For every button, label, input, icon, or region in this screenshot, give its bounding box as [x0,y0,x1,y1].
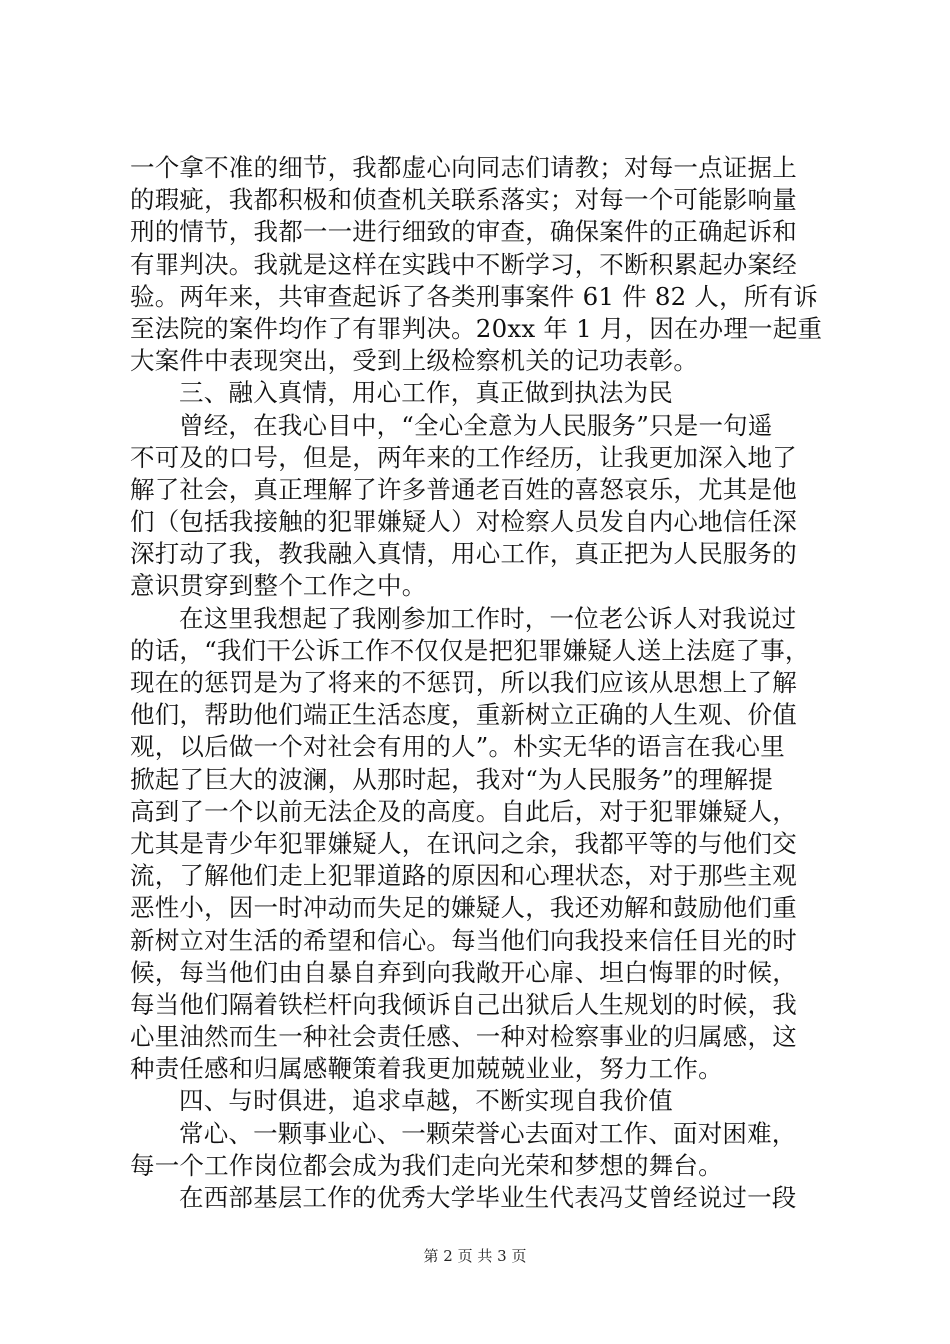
document-body [130,152,830,1214]
text-line: 掀起了巨大的波澜，从那时起，我对“为人民服务”的理解提 [130,764,773,794]
text-line: 每当他们隔着铁栏杆向我倾诉自己出狱后人生规划的时候，我 [130,989,797,1019]
text-line: 大案件中表现突出，受到上级检察机关的记功表彰。 [130,346,699,376]
text-line: 们（包括我接触的犯罪嫌疑人）对检察人员发自内心地信任深 [130,507,797,537]
section-heading: 三、融入真情，用心工作，真正做到执法为民 [179,378,673,408]
text-line: 意识贯穿到整个工作之中。 [130,571,427,601]
text-line: 现在的惩罚是为了将来的不惩罚，所以我们应该从思想上了解 [130,668,797,697]
text-line: 观，以后做一个对社会有用的人”。朴实无华的语言在我心里 [130,732,785,762]
text-line: 一个拿不准的细节，我都虚心向同志们请教；对每一点证据上 [130,153,797,182]
text-line: 刑的情节，我都一一进行细致的审查，确保案件的正确起诉和 [130,217,797,247]
text-line: 候，每当他们由自暴自弃到向我敞开心扉、坦白悔罪的时候， [130,957,797,987]
text-line: 流，了解他们走上犯罪道路的原因和心理状态，对于那些主观 [130,861,797,891]
paragraph-start-line: 在这里我想起了我刚参加工作时，一位老公诉人对我说过 [179,603,797,633]
text-line: 他们，帮助他们端正生活态度，重新树立正确的人生观、价值 [130,700,797,730]
text-line: 解了社会，真正理解了许多普通老百姓的喜怒哀乐，尤其是他 [130,474,797,504]
text-line: 每一个工作岗位都会成为我们走向光荣和梦想的舞台。 [130,1150,723,1180]
text-line: 种责任感和归属感鞭策着我更加兢兢业业，努力工作。 [130,1054,723,1084]
paragraph-start-line: 常心、一颗事业心、一颗荣誉心去面对工作、面对困难， [179,1118,797,1148]
paragraph-start-line: 在西部基层工作的优秀大学毕业生代表冯艾曾经说过一段 [179,1183,797,1212]
text-line: 尤其是青少年犯罪嫌疑人，在讯问之余，我都平等的与他们交 [130,828,797,858]
text-line: 恶性小，因一时冲动而失足的嫌疑人，我还劝解和鼓励他们重 [130,893,797,923]
text-line: 验。两年来，共审查起诉了各类刑事案件 61 件 82 人，所有诉 [130,281,818,311]
text-line: 的瑕疵，我都积极和侦查机关联系落实；对每一个可能影响量 [130,185,797,215]
text-line: 有罪判决。我就是这样在实践中不断学习，不断积累起办案经 [130,249,797,279]
paragraph-start-line: 曾经，在我心目中，“全心全意为人民服务”只是一句遥 [179,410,773,440]
text-line: 心里油然而生一种社会责任感、一种对检察事业的归属感，这 [130,1022,797,1052]
text-line: 新树立对生活的希望和信心。每当他们向我投来信任目光的时 [130,925,797,955]
text-line: 深打动了我，教我融入真情，用心工作，真正把为人民服务的 [130,539,797,569]
text-line: 不可及的口号，但是，两年来的工作经历，让我更加深入地了 [130,442,797,472]
page-number-footer: 第 2 页 共 3 页 [423,1247,527,1265]
section-heading: 四、与时俱进，追求卓越，不断实现自我价值 [179,1086,673,1116]
text-line: 的话，“我们干公诉工作不仅仅是把犯罪嫌疑人送上法庭了事， [130,635,810,665]
text-line: 至法院的案件均作了有罪判决。20xx 年 1 月，因在办理一起重 [130,313,823,343]
text-line: 高到了一个以前无法企及的高度。自此后，对于犯罪嫌疑人， [130,796,797,826]
